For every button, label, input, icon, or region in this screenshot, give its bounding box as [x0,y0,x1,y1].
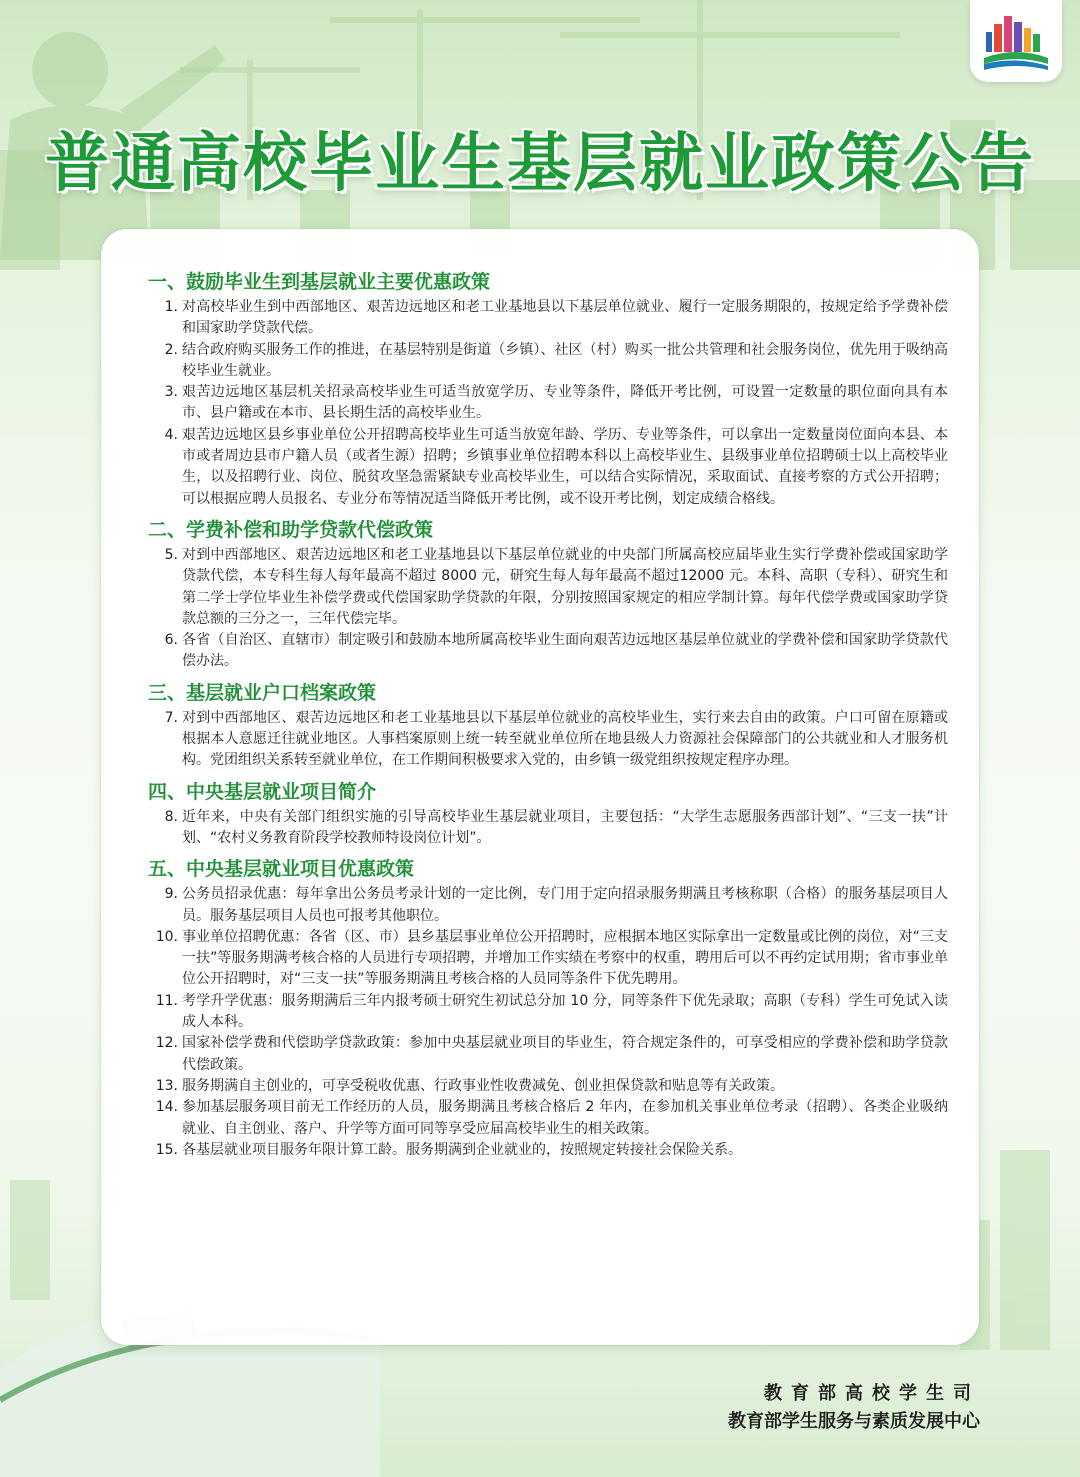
item-text: 公务员招录优惠：每年拿出公务员考录计划的一定比例，专门用于定向招录服务期满且考核称职（合格）的服务基层项目人员。服务基层项目人员也可报考其他职位。 [182,886,948,924]
list-item [148,545,948,630]
item-number: 6. [164,632,178,649]
issuer-line-2: 教育部学生服务与素质发展中心 [728,1411,980,1432]
section-1 [148,269,948,510]
list-item [148,927,948,991]
content-panel [101,229,979,1345]
list-item [148,1076,948,1097]
list-item [148,1140,948,1161]
item-text: 国家补偿学费和代偿助学贷款政策：参加中央基层就业项目的毕业生，符合规定条件的，可享受相应的学费补偿和助学贷款代偿政策。 [182,1035,948,1073]
item-number: 1. [164,299,178,315]
section-title: 五、中央基层就业项目优惠政策 [148,858,415,881]
item-text: 参加基层服务项目前无工作经历的人员，服务期满且考核合格后 2 年内，在参加机关事业单位考录（招聘）、各类企业吸纳就业、自主创业、落户、升学等方面可同等享受应届高校毕业生的相关政策。 [182,1099,948,1137]
item-text: 艰苦边远地区县乡事业单位公开招聘高校毕业生可适当放宽年龄、学历、专业等条件，可以拿出一定数量岗位面向本县、本市或者周边县市户籍人员（或者生源）招聘；乡镇事业单位招聘本科以上高校毕业生、县级事业单位招聘硕士以上高校毕业生，以及招聘行业、岗位、脱贫攻坚急需紧缺专业高校毕业生，可以结合实际情况，采取面试、直接考察的方式公开招聘；可以根据应聘人员报名、专业分布等情况适当降低开考比例，或不设开考比例，划定成绩合格线。 [182,426,948,507]
item-number: 2. [164,341,178,358]
section-title: 一、鼓励毕业生到基层就业主要优惠政策 [148,271,491,293]
item-text: 服务期满自主创业的，可享受税收优惠、行政事业性收费减免、创业担保贷款和贴息等有关政策。 [182,1077,784,1094]
item-text: 近年来，中央有关部门组织实施的引导高校毕业生基层就业项目，主要包括：“大学生志愿服务西部计划”、“三支一扶”计划、“农村义务教育阶段学校教师特设岗位计划”。 [182,808,948,846]
item-text: 考学升学优惠：服务期满后三年内报考硕士研究生初试总分加 10 分，同等条件下优先录取；高职（专科）学生可免试入读成人本科。 [182,992,948,1031]
list-item [148,708,948,772]
item-number: 9. [164,886,178,903]
item-text: 结合政府购买服务工作的推进，在基层特别是街道（乡镇）、社区（村）购买一批公共管理和社会服务岗位，优先用于吸纳高校毕业生就业。 [182,341,948,379]
item-number: 8. [164,808,178,825]
item-text: 对高校毕业生到中西部地区、艰苦边远地区和老工业基地县以下基层单位就业、履行一定服务期限的，按规定给予学费补偿和国家助学贷款代偿。 [182,299,948,337]
section-5 [148,856,948,1161]
item-number: 4. [164,426,178,443]
item-number: 12. [155,1035,178,1052]
section-title: 二、学费补偿和助学贷款代偿政策 [148,518,434,541]
section-2 [148,517,948,673]
list-item [148,297,948,340]
item-text: 对到中西部地区、艰苦边远地区和老工业基地县以下基层单位就业的高校毕业生，实行来去自由的政策。户口可留在原籍或根据本人意愿迁往就业地区。人事档案原则上统一转至就业单位所在地县级人力资源社会保障部门的公共就业和人才服务机构。党团组织关系转至就业单位，在工作期间积极要求入党的，由乡镇一级党组织按规定程序办理。 [182,709,948,769]
issuer-footer [728,1380,980,1436]
item-number: 13. [155,1077,178,1094]
item-number: 3. [164,384,178,401]
list-item [148,340,948,383]
item-text: 各省（自治区、直辖市）制定吸引和鼓励本地所属高校毕业生面向艰苦边远地区基层单位就业的学费补偿和国家助学贷款代偿办法。 [182,632,948,670]
list-item [148,1097,948,1140]
section-4 [148,779,948,850]
item-number: 15. [155,1141,178,1158]
item-text: 各基层就业项目服务年限计算工龄。服务期满到企业就业的，按照规定转接社会保险关系。 [182,1141,742,1158]
item-text: 对到中西部地区、艰苦边远地区和老工业基地县以下基层单位就业的中央部门所属高校应届毕业生实行学费补偿或国家助学贷款代偿，本专科生每人每年最高不超过 8000 元，研究生每人每年最高不超过12000 元。本科、高职（专科）、研究生和第二学士学位毕业生补偿学费或代偿国家助学贷款的年限，分别按照国家规定的相应学制计算。每年代偿学费或国家助学贷款总额的三分之一，三年代偿完毕。 [182,546,948,627]
issuer-line-1: 教育部高校学生司 [764,1383,980,1404]
list-item [148,630,948,673]
item-number: 7. [164,709,178,726]
item-text: 事业单位招聘优惠：各省（区、市）县乡基层事业单位公开招聘时，应根据本地区实际拿出一定数量或比例的岗位，对“三支一扶”等服务期满考核合格的人员进行专项招聘，并增加工作实绩在考察中的权重，聘用后可以不再约定试用期；省市事业单位公开招聘时，对“三支一扶”等服务期满且考核合格的人员同等条件下优先聘用。 [182,928,948,988]
list-item [148,884,948,927]
city-buildings-logo-icon [982,10,1050,72]
policy-content [148,269,948,1161]
list-item [148,382,948,425]
item-number: 10. [155,928,178,945]
logo-badge [970,0,1062,82]
item-number: 11. [155,992,178,1009]
section-title: 四、中央基层就业项目简介 [148,780,377,803]
list-item [148,425,948,510]
list-item [148,991,948,1034]
section-3 [148,680,948,772]
item-number: 5. [164,546,178,563]
item-text: 艰苦边远地区基层机关招录高校毕业生可适当放宽学历、专业等条件，降低开考比例，可设置一定数量的职位面向具有本市、县户籍或在本市、县长期生活的高校毕业生。 [182,384,948,422]
list-item [148,807,948,850]
page-title: 普通高校毕业生基层就业政策公告 [45,127,1035,201]
list-item [148,1033,948,1076]
item-number: 14. [155,1099,178,1116]
section-title: 三、基层就业户口档案政策 [148,681,377,704]
